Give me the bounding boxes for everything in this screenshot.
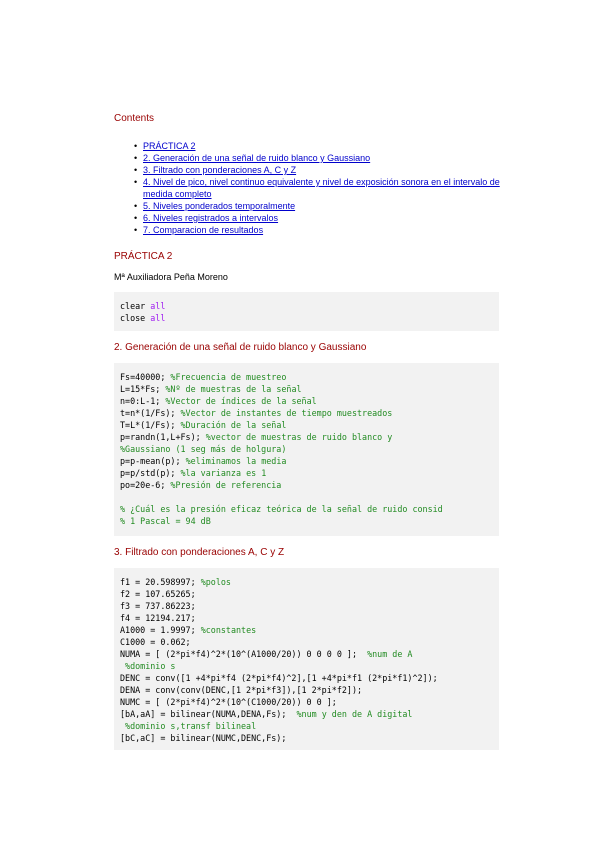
code-text: NUMA = [ (2*pi*f4)^2*(10^(A1000/20)) 0 0 0 0 ]; <box>120 649 368 659</box>
code-text: po=20e-6; <box>120 480 171 490</box>
toc-link-section-6[interactable]: 6. Niveles registrados a intervalos <box>143 213 279 223</box>
code-text: p=randn(1,L+Fs); <box>120 432 206 442</box>
author-name: Mª Auxiliadora Peña Moreno <box>114 272 228 282</box>
code-text: A1000 = 1.9997; <box>120 625 201 635</box>
code-text: DENA = conv(conv(DENC,[1 2*pi*f3]),[1 2*pi*f2]); <box>120 685 363 695</box>
toc-link-section-7[interactable]: 7. Comparacion de resultados <box>143 225 264 235</box>
code-comment: %Frecuencia de muestreo <box>170 372 287 382</box>
toc-item <box>134 164 504 176</box>
code-line <box>120 491 493 503</box>
code-block-clear <box>114 292 499 331</box>
code-line <box>120 455 493 467</box>
code-comment: %constantes <box>200 625 257 635</box>
code-line <box>120 503 493 515</box>
code-line <box>120 672 493 684</box>
toc-item <box>134 152 504 164</box>
code-line <box>120 696 493 708</box>
toc-link-section-3[interactable]: 3. Filtrado con ponderaciones A, C y Z <box>143 165 297 175</box>
code-line <box>120 479 493 491</box>
code-text: p=p-mean(p); <box>120 456 186 466</box>
code-line <box>120 407 493 419</box>
code-comment: %vector de muestras de ruido blanco y <box>205 432 393 442</box>
code-comment: %polos <box>200 577 231 587</box>
code-comment: %la varianza es 1 <box>180 468 267 478</box>
code-line <box>120 636 493 648</box>
toc-link-section-4[interactable]: 4. Nivel de pico, nivel continuo equivalente y nivel de exposición sonora en el intervalo de medida completo <box>143 177 500 199</box>
code-comment: %Nº de muestras de la señal <box>165 384 302 394</box>
code-text: close <box>120 313 151 323</box>
code-line <box>120 431 493 443</box>
code-keyword: all <box>150 313 166 323</box>
code-line <box>120 720 493 732</box>
table-of-contents <box>134 140 504 236</box>
code-text: n=0:L-1; <box>120 396 166 406</box>
section-heading-practica-2: PRÁCTICA 2 <box>114 251 173 262</box>
code-line <box>120 312 493 324</box>
code-comment: % ¿Cuál es la presión eficaz teórica de la señal de ruido consid <box>120 504 443 514</box>
code-block-filtering <box>114 568 499 750</box>
toc-link-practica-2[interactable]: PRÁCTICA 2 <box>143 141 196 151</box>
section-heading-3: 3. Filtrado con ponderaciones A, C y Z <box>114 547 285 558</box>
code-comment: %Gaussiano (1 seg más de holgura) <box>120 444 287 454</box>
toc-link-section-5[interactable]: 5. Niveles ponderados temporalmente <box>143 201 296 211</box>
code-line <box>120 588 493 600</box>
code-text: f1 = 20.598997; <box>120 577 201 587</box>
code-block-signal-generation <box>114 363 499 536</box>
toc-link-section-2[interactable]: 2. Generación de una señal de ruido blanco y Gaussiano <box>143 153 371 163</box>
toc-item <box>134 224 504 236</box>
code-comment: % 1 Pascal = 94 dB <box>120 516 211 526</box>
code-comment: %Vector de instantes de tiempo muestreados <box>180 408 393 418</box>
code-comment: %num de A <box>367 649 413 659</box>
code-text: NUMC = [ (2*pi*f4)^2*(10^(C1000/20)) 0 0 ]; <box>120 697 337 707</box>
toc-item <box>134 200 504 212</box>
code-text: p=p/std(p); <box>120 468 181 478</box>
code-text: [bC,aC] = bilinear(NUMC,DENC,Fs); <box>120 733 287 743</box>
code-text: T=L*(1/Fs); <box>120 420 181 430</box>
section-heading-2: 2. Generación de una señal de ruido blanco y Gaussiano <box>114 342 367 353</box>
code-text: L=15*Fs; <box>120 384 166 394</box>
code-line <box>120 600 493 612</box>
toc-item <box>134 140 504 152</box>
code-comment: %Presión de referencia <box>170 480 282 490</box>
code-line <box>120 300 493 312</box>
code-text: t=n*(1/Fs); <box>120 408 181 418</box>
code-line <box>120 648 493 660</box>
code-text: DENC = conv([1 +4*pi*f4 (2*pi*f4)^2],[1 +4*pi*f1 (2*pi*f1)^2]); <box>120 673 438 683</box>
code-comment: %dominio s <box>120 661 176 671</box>
code-comment: %Vector de índices de la señal <box>165 396 317 406</box>
toc-item <box>134 212 504 224</box>
code-text: Fs=40000; <box>120 372 171 382</box>
code-text: f2 = 107.65265; <box>120 589 196 599</box>
code-line <box>120 515 493 527</box>
code-line <box>120 708 493 720</box>
contents-heading: Contents <box>114 113 155 124</box>
code-comment: %dominio s,transf bilineal <box>120 721 257 731</box>
code-text: clear <box>120 301 151 311</box>
code-line <box>120 732 493 744</box>
code-line <box>120 660 493 672</box>
code-text: C1000 = 0.062; <box>120 637 191 647</box>
code-comment: %Duración de la señal <box>180 420 287 430</box>
code-line <box>120 684 493 696</box>
code-line <box>120 383 493 395</box>
code-line <box>120 624 493 636</box>
toc-item <box>134 176 504 200</box>
code-line <box>120 467 493 479</box>
code-line <box>120 576 493 588</box>
code-line <box>120 371 493 383</box>
code-text: f3 = 737.86223; <box>120 601 196 611</box>
code-line <box>120 443 493 455</box>
code-text: [bA,aA] = bilinear(NUMA,DENA,Fs); <box>120 709 297 719</box>
code-line <box>120 612 493 624</box>
code-line <box>120 419 493 431</box>
code-line <box>120 395 493 407</box>
code-comment: %eliminamos la media <box>185 456 287 466</box>
code-keyword: all <box>150 301 166 311</box>
code-text: f4 = 12194.217; <box>120 613 196 623</box>
code-comment: %num y den de A digital <box>296 709 413 719</box>
